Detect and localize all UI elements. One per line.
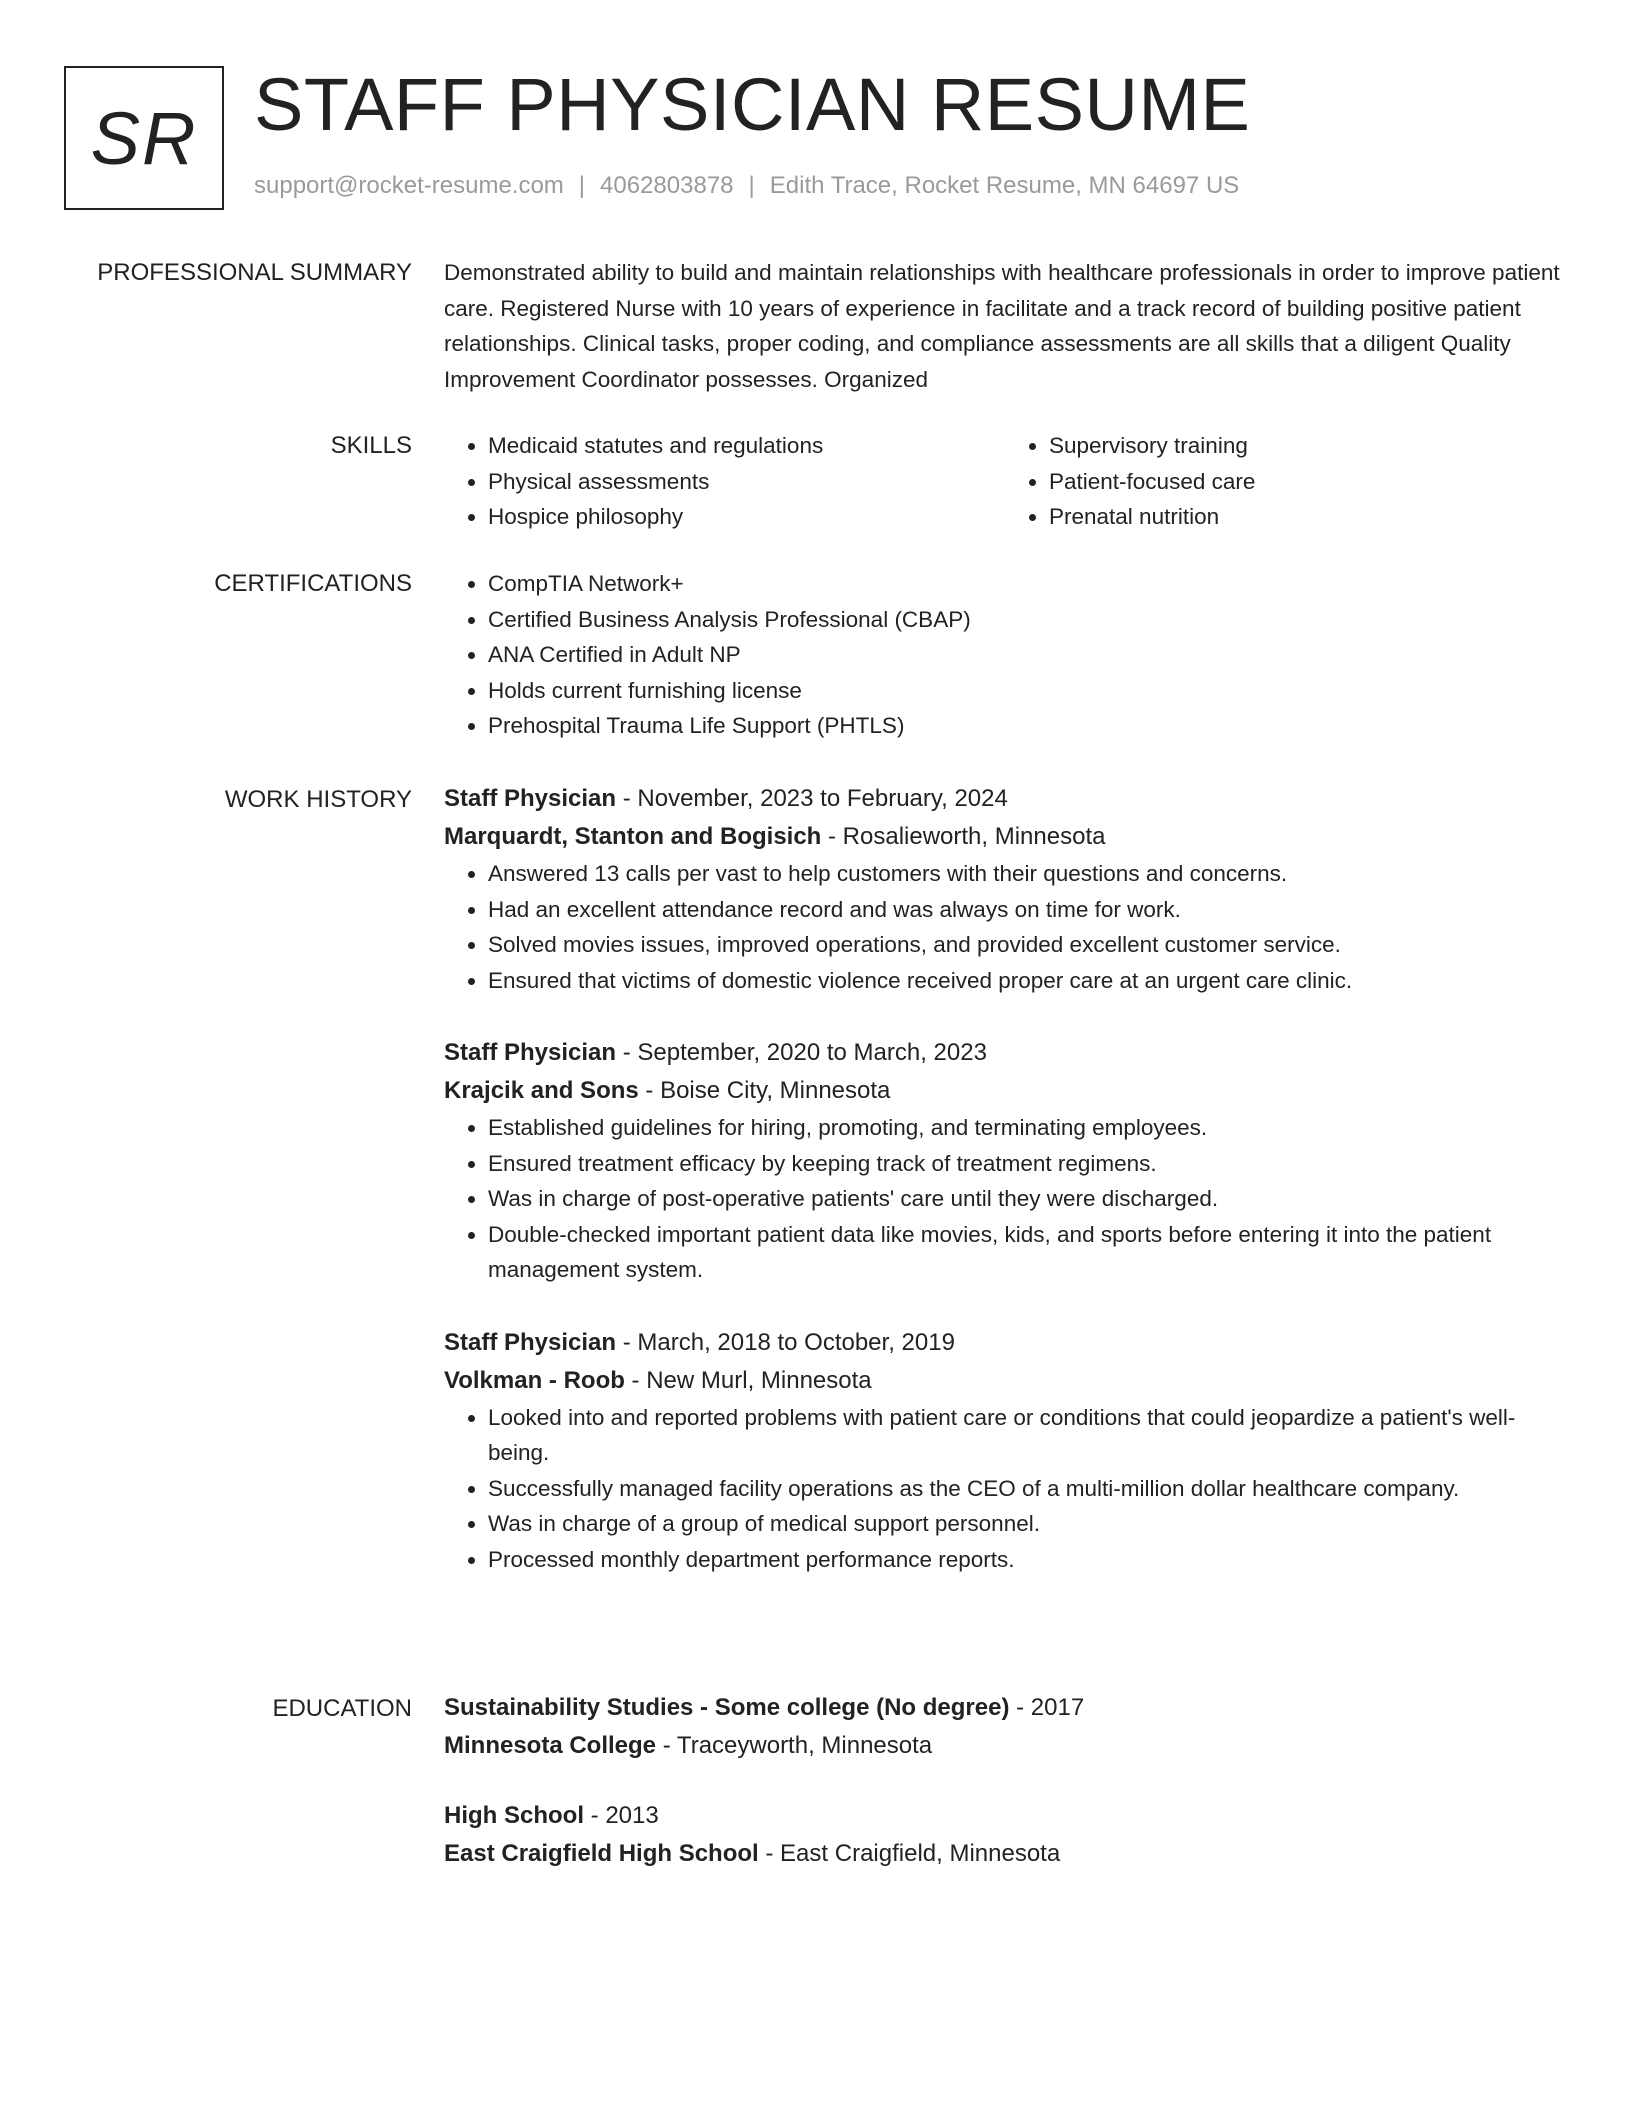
education-school-line	[444, 1835, 1566, 1873]
monogram-logo: SR	[64, 66, 224, 210]
certification-item: • CompTIA Network+	[488, 566, 1566, 602]
section-label-certifications: CERTIFICATIONS	[214, 570, 412, 597]
job-company-line	[444, 818, 1566, 856]
section-label-skills: SKILLS	[330, 432, 412, 459]
job-entry	[444, 1034, 1566, 1288]
job-location: - Boise City, Minnesota	[638, 1077, 891, 1104]
job-duty: • Had an excellent attendance record and was always on time for work.	[488, 892, 1566, 928]
section-label-education: EDUCATION	[272, 1695, 412, 1722]
education-year: - 2017	[1009, 1694, 1085, 1721]
job-duty: • Solved movies issues, improved operations, and provided excellent customer service.	[488, 927, 1566, 963]
job-duty: • Was in charge of a group of medical support personnel.	[488, 1506, 1566, 1542]
work-history-body	[444, 780, 1566, 1613]
job-duty: • Was in charge of post-operative patients' care until they were discharged.	[488, 1181, 1566, 1217]
contact-separator: |	[748, 172, 755, 199]
job-dates: - September, 2020 to March, 2023	[616, 1039, 987, 1066]
contact-phone: 4062803878	[600, 172, 734, 199]
job-company: Krajcik and Sons	[444, 1077, 639, 1104]
job-company-line	[444, 1362, 1566, 1400]
job-duties-list	[444, 1400, 1566, 1578]
job-company-line	[444, 1072, 1566, 1110]
job-location: - New Murl, Minnesota	[624, 1366, 872, 1394]
certifications-body	[444, 566, 1566, 744]
job-duties-list	[444, 1110, 1566, 1288]
certification-item: • Certified Business Analysis Professional (CBAP)	[488, 602, 1566, 638]
skill-item: • Patient-focused care	[1049, 464, 1566, 500]
skills-list-left	[444, 428, 1005, 535]
resume-title: STAFF PHYSICIAN RESUME	[254, 63, 1251, 146]
skill-item: • Hospice philosophy	[488, 499, 1005, 535]
summary-body	[444, 255, 1566, 397]
education-entry	[444, 1797, 1566, 1873]
education-school-line	[444, 1727, 1566, 1765]
job-title-line	[444, 1034, 1566, 1072]
job-title-line	[444, 1324, 1566, 1362]
section-label-work-history: WORK HISTORY	[224, 786, 412, 813]
job-duty: • Double-checked important patient data like movies, kids, and sports before entering it into the patient management system.	[488, 1217, 1566, 1288]
education-year: - 2013	[584, 1802, 659, 1829]
job-title-line	[444, 780, 1566, 818]
contact-email: support@rocket-resume.com	[254, 172, 564, 199]
job-dates: - March, 2018 to October, 2019	[616, 1328, 955, 1356]
job-title: Staff Physician	[444, 1039, 617, 1066]
job-dates: - November, 2023 to February, 2024	[616, 785, 1008, 812]
education-school: Minnesota College	[444, 1732, 657, 1759]
skill-item: • Medicaid statutes and regulations	[488, 428, 1005, 464]
certification-item: • Prehospital Trauma Life Support (PHTLS)	[488, 708, 1566, 744]
education-degree-line	[444, 1689, 1566, 1727]
education-location: - East Craigfield, Minnesota	[758, 1840, 1061, 1867]
skill-item: • Physical assessments	[488, 464, 1005, 500]
certification-item: • Holds current furnishing license	[488, 673, 1566, 709]
certifications-list	[444, 566, 1566, 744]
job-duty: • Successfully managed facility operations as the CEO of a multi-million dollar healthcare company.	[488, 1471, 1566, 1507]
job-company: Volkman - Roob	[444, 1366, 625, 1394]
skills-grid	[444, 428, 1566, 535]
job-duty: • Looked into and reported problems with patient care or conditions that could jeopardize a patient's well-being.	[488, 1400, 1566, 1471]
job-company: Marquardt, Stanton and Bogisich	[444, 823, 822, 850]
job-location: - Rosalieworth, Minnesota	[821, 823, 1106, 850]
certification-item: • ANA Certified in Adult NP	[488, 637, 1566, 673]
education-entry	[444, 1689, 1566, 1765]
job-duty: • Answered 13 calls per vast to help customers with their questions and concerns.	[488, 856, 1566, 892]
job-title: Staff Physician	[444, 785, 617, 812]
education-degree: High School	[444, 1802, 584, 1829]
summary-text: Demonstrated ability to build and maintain relationships with healthcare professionals in order to improve patient care. Registered Nurse with 10 years of experience in facilitate and a track record of building positive patient relationships. Clinical tasks, proper coding, and compliance assessments are all skills that a diligent Quality Improvement Coordinator possesses. Organized	[444, 260, 1560, 392]
job-duty: • Ensured that victims of domestic violence received proper care at an urgent care clinic.	[488, 963, 1566, 999]
job-title: Staff Physician	[444, 1328, 617, 1356]
education-location: - Traceyworth, Minnesota	[656, 1732, 933, 1759]
job-duty: • Established guidelines for hiring, promoting, and terminating employees.	[488, 1110, 1566, 1146]
education-degree-line	[444, 1797, 1566, 1835]
education-degree: Sustainability Studies - Some college (No degree)	[444, 1694, 1010, 1721]
job-duty: • Ensured treatment efficacy by keeping track of treatment regimens.	[488, 1146, 1566, 1182]
job-duties-list	[444, 856, 1566, 998]
job-entry	[444, 780, 1566, 998]
contact-separator: |	[578, 172, 586, 199]
education-body	[444, 1689, 1566, 1909]
skill-item: • Prenatal nutrition	[1049, 499, 1566, 535]
job-entry	[444, 1324, 1566, 1578]
job-duty: • Processed monthly department performance reports.	[488, 1542, 1566, 1578]
contact-line	[254, 172, 1239, 200]
skills-list-right	[1005, 428, 1566, 535]
skill-item: • Supervisory training	[1049, 428, 1566, 464]
contact-address: Edith Trace, Rocket Resume, MN 64697 US	[769, 172, 1240, 199]
section-label-summary: PROFESSIONAL SUMMARY	[97, 259, 412, 286]
education-school: East Craigfield High School	[444, 1840, 759, 1867]
